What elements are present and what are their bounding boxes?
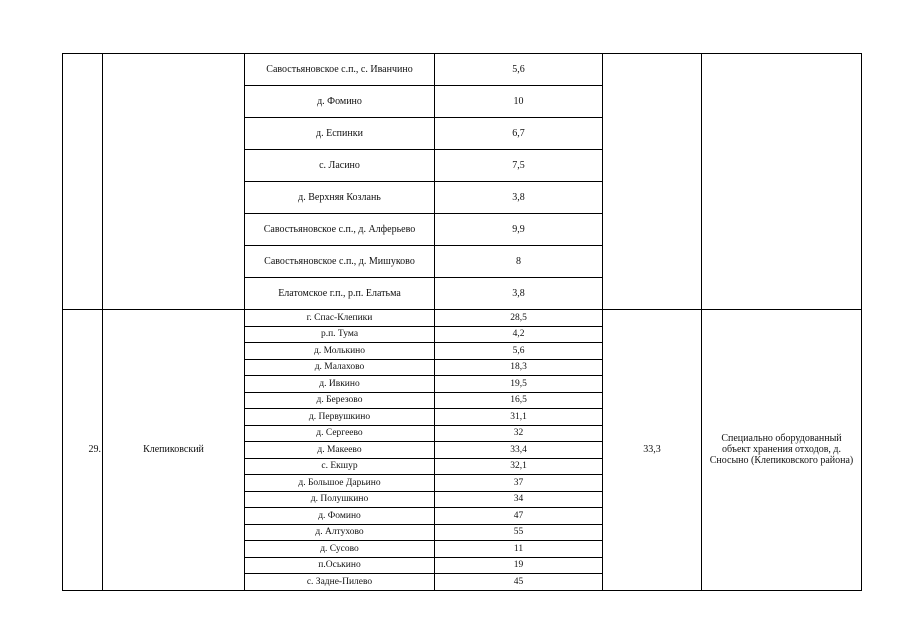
num-cell-empty: [63, 54, 103, 310]
district-cell-empty: [103, 54, 245, 310]
avg-cell-empty: [603, 54, 702, 310]
table-row: [63, 310, 862, 327]
table-row: [63, 54, 862, 86]
distance-cell: 5,6: [435, 54, 603, 86]
distance-cell: 32,1: [435, 458, 603, 475]
distance-table: [62, 53, 862, 591]
place-cell: д. Первушкино: [245, 409, 435, 426]
place-cell: д. Березово: [245, 392, 435, 409]
distance-cell: 4,2: [435, 326, 603, 343]
distance-cell: 18,3: [435, 359, 603, 376]
distance-cell: 3,8: [435, 278, 603, 310]
distance-cell: 16,5: [435, 392, 603, 409]
distance-cell: 10: [435, 86, 603, 118]
distance-cell: 45: [435, 574, 603, 591]
place-cell: Елатомское г.п., р.п. Елатьма: [245, 278, 435, 310]
distance-cell: 55: [435, 524, 603, 541]
distance-cell: 33,4: [435, 442, 603, 459]
place-cell: р.п. Тума: [245, 326, 435, 343]
place-cell: с. Задне-Пилево: [245, 574, 435, 591]
place-cell: д. Полушкино: [245, 491, 435, 508]
place-cell: д. Фомино: [245, 508, 435, 525]
distance-cell: 47: [435, 508, 603, 525]
distance-cell: 8: [435, 246, 603, 278]
place-cell: д. Еспинки: [245, 118, 435, 150]
distance-cell: 19,5: [435, 376, 603, 393]
distance-cell: 31,1: [435, 409, 603, 426]
place-cell: п.Оськино: [245, 557, 435, 574]
place-cell: с. Екшур: [245, 458, 435, 475]
table-body: [63, 54, 862, 591]
distance-cell: 5,6: [435, 343, 603, 360]
row-number: 29.: [63, 310, 103, 591]
place-cell: д. Сергеево: [245, 425, 435, 442]
distance-cell: 11: [435, 541, 603, 558]
place-cell: Савостьяновское с.п., д. Мишуково: [245, 246, 435, 278]
place-cell: д. Алтухово: [245, 524, 435, 541]
place-cell: д. Большое Дарьино: [245, 475, 435, 492]
place-cell: д. Ивкино: [245, 376, 435, 393]
place-cell: д. Молькино: [245, 343, 435, 360]
facility-description: Специально оборудованный объект хранения отходов, д. Сносыно (Клепиковского района): [702, 310, 862, 591]
place-cell: д. Фомино: [245, 86, 435, 118]
facility-cell-empty: [702, 54, 862, 310]
distance-cell: 34: [435, 491, 603, 508]
distance-cell: 3,8: [435, 182, 603, 214]
place-cell: д. Малахово: [245, 359, 435, 376]
place-cell: с. Ласино: [245, 150, 435, 182]
place-cell: Савостьяновское с.п., д. Алферьево: [245, 214, 435, 246]
average-distance: 33,3: [603, 310, 702, 591]
distance-cell: 37: [435, 475, 603, 492]
place-cell: д. Сусово: [245, 541, 435, 558]
distance-cell: 28,5: [435, 310, 603, 327]
place-cell: д. Макеево: [245, 442, 435, 459]
place-cell: Савостьяновское с.п., с. Иванчино: [245, 54, 435, 86]
distance-cell: 9,9: [435, 214, 603, 246]
distance-cell: 7,5: [435, 150, 603, 182]
place-cell: г. Спас-Клепики: [245, 310, 435, 327]
distance-cell: 32: [435, 425, 603, 442]
distance-cell: 6,7: [435, 118, 603, 150]
distance-cell: 19: [435, 557, 603, 574]
district-name: Клепиковский: [103, 310, 245, 591]
place-cell: д. Верхняя Козлань: [245, 182, 435, 214]
